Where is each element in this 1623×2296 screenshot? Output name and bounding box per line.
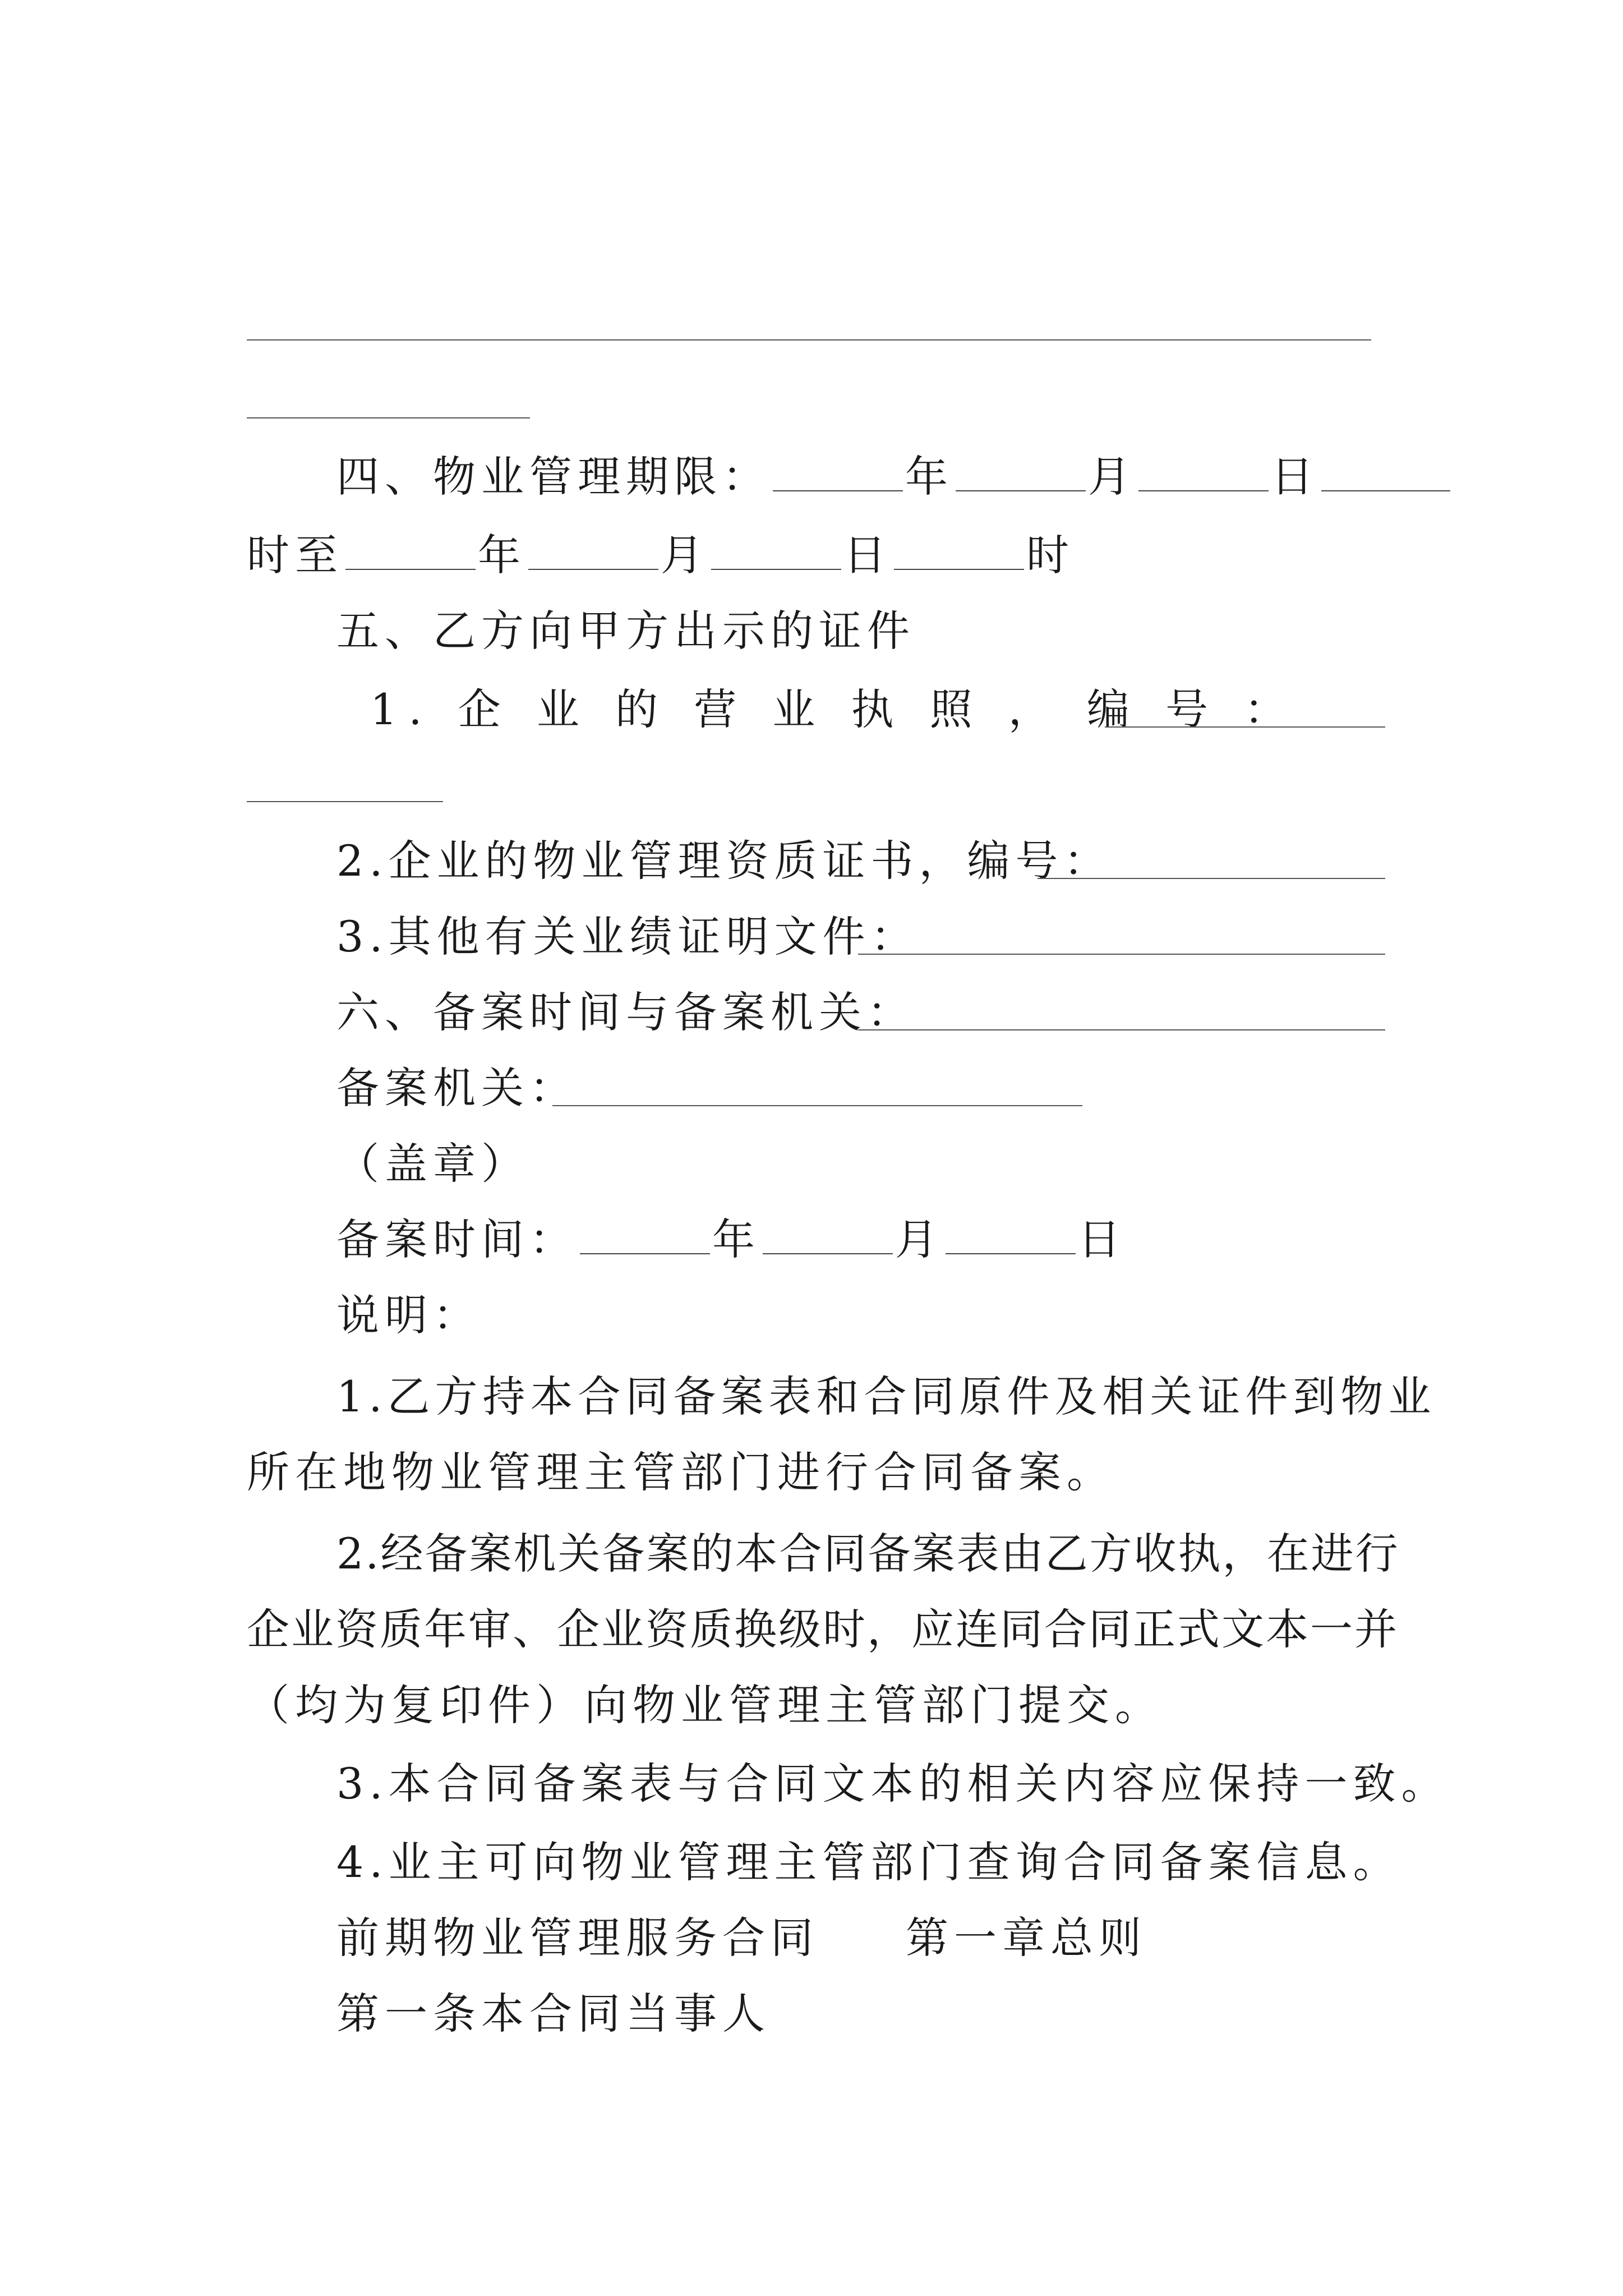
start-month-blank[interactable] bbox=[956, 454, 1086, 491]
business-license-blank-cont[interactable] bbox=[247, 801, 443, 802]
note-2-line-3: （均为复印件）向物业管理主管部门提交。 bbox=[247, 1680, 1163, 1730]
end-hour-blank[interactable] bbox=[894, 533, 1024, 570]
contract-title: 前期物业管理服务合同 bbox=[336, 1913, 819, 1963]
start-year-blank[interactable] bbox=[773, 454, 903, 491]
hour-to-label: 时至 bbox=[247, 530, 343, 580]
documents-heading: 五、乙方向甲方出示的证件 bbox=[336, 606, 915, 656]
filing-year-blank[interactable] bbox=[580, 1217, 710, 1254]
blank-rule-top-short[interactable] bbox=[247, 417, 530, 418]
year-label: 年 bbox=[905, 452, 953, 501]
business-license-label bbox=[370, 682, 1298, 738]
start-day-blank[interactable] bbox=[1138, 454, 1269, 491]
note-1-line-1: 1.乙方持本合同备案表和合同原件及相关证件到物业 bbox=[336, 1372, 1436, 1421]
certificate-line bbox=[336, 833, 1112, 889]
end-month-blank[interactable] bbox=[528, 533, 658, 570]
day-label: 日 bbox=[1078, 1214, 1126, 1264]
management-term-label: 四、物业管理期限： bbox=[336, 452, 771, 501]
filing-date-line bbox=[336, 1212, 1126, 1268]
filing-month-blank[interactable] bbox=[763, 1217, 893, 1254]
article-1-title: 第一条本合同当事人 bbox=[336, 1989, 771, 2039]
seal-label: （盖章） bbox=[336, 1139, 529, 1189]
note-4: 4.业主可向物业管理主管部门查询合同备案信息。 bbox=[336, 1837, 1401, 1887]
month-label: 月 bbox=[661, 530, 709, 580]
business-license-blank[interactable] bbox=[1105, 726, 1385, 728]
hour-label: 时 bbox=[1026, 530, 1075, 580]
filing-heading-line bbox=[336, 984, 915, 1041]
note-3: 3.本合同备案表与合同文本的相关内容应保持一致。 bbox=[336, 1759, 1450, 1809]
filing-heading-blank[interactable] bbox=[858, 1029, 1385, 1030]
business-license-text: 1. 企 业 的 营 业 执 照 ， 编 号 ： bbox=[370, 684, 1298, 734]
start-hour-blank[interactable] bbox=[1321, 454, 1450, 491]
end-year-blank[interactable] bbox=[345, 533, 476, 570]
other-docs-line bbox=[336, 909, 919, 965]
end-day-blank[interactable] bbox=[711, 533, 841, 570]
authority-line bbox=[336, 1060, 578, 1116]
other-docs-label: 3.其他有关业绩证明文件： bbox=[336, 912, 919, 961]
year-label: 年 bbox=[478, 530, 526, 580]
notes-heading: 说明： bbox=[336, 1290, 481, 1340]
year-label: 年 bbox=[712, 1214, 760, 1264]
note-2-line-1: 2.经备案机关备案的本合同备案表由乙方收执，在进行 bbox=[336, 1529, 1400, 1579]
filing-heading: 六、备案时间与备案机关： bbox=[336, 987, 915, 1037]
authority-label: 备案机关： bbox=[336, 1063, 578, 1113]
month-label: 月 bbox=[1088, 452, 1136, 501]
filing-day-blank[interactable] bbox=[946, 1217, 1076, 1254]
certificate-number-blank[interactable] bbox=[1038, 878, 1385, 879]
authority-blank[interactable] bbox=[552, 1105, 1082, 1106]
day-label: 日 bbox=[1271, 452, 1319, 501]
management-term-line-2 bbox=[247, 527, 1075, 583]
management-term-line-1 bbox=[336, 449, 1453, 505]
other-docs-blank[interactable] bbox=[858, 954, 1385, 955]
certificate-label: 2.企业的物业管理资质证书，编号： bbox=[336, 836, 1112, 886]
note-2-line-2: 企业资质年审、企业资质换级时，应连同合同正式文本一并 bbox=[247, 1604, 1399, 1654]
blank-rule-top-long[interactable] bbox=[247, 339, 1371, 341]
day-label: 日 bbox=[843, 530, 892, 580]
filing-date-label: 备案时间： bbox=[336, 1214, 578, 1264]
note-1-line-2: 所在地物业管理主管部门进行合同备案。 bbox=[247, 1447, 1115, 1497]
month-label: 月 bbox=[895, 1214, 943, 1264]
chapter-title: 第一章总则 bbox=[906, 1913, 1147, 1963]
